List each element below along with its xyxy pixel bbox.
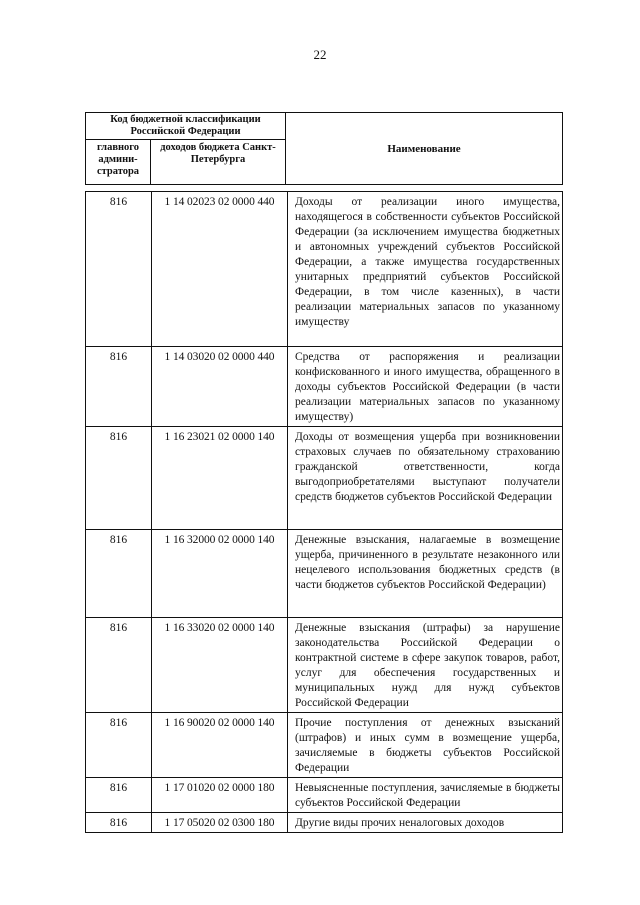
name-cell-text: Невыясненные поступления, зачисляемые в бюджеты субъектов Российской Федерации: [295, 782, 560, 809]
table-row: [86, 813, 563, 833]
name-cell: [288, 778, 563, 813]
admin-code-cell-text: 816: [109, 622, 128, 634]
admin-code-cell-text: 816: [109, 817, 128, 829]
income-code-cell-text: 1 14 02023 02 0000 440: [164, 196, 275, 208]
income-code-cell-text: 1 16 32000 02 0000 140: [164, 534, 275, 546]
table-body: [86, 192, 563, 833]
name-cell-text: Денежные взыскания (штрафы) за нарушение законодательства Российской Федерации о контрактной системе в сфере закупок товаров, работ, услуг для обеспечения государственных и муниципальных нужд для нужд субъектов Российской Федерации: [295, 622, 560, 709]
income-code-cell: [152, 347, 288, 427]
name-cell: [288, 813, 563, 833]
name-cell-text: Доходы от реализации иного имущества, находящегося в собственности субъектов Российской Федерации (за исключением имущества бюджетных и автономных учреждений субъектов Российской Федерации, а также имущества государственных унитарных предприятий субъектов Российской Федерации, в том числе казенных), в части реализации материальных запасов по указанному имуществу: [295, 196, 560, 328]
income-code-cell: [152, 713, 288, 778]
admin-code-cell-text: 816: [109, 717, 128, 729]
name-cell: [288, 192, 563, 347]
admin-code-cell: [86, 530, 152, 618]
admin-code-cell: [86, 778, 152, 813]
name-cell: [288, 713, 563, 778]
admin-code-cell: [86, 427, 152, 530]
table-row: [86, 530, 563, 618]
income-code-cell-text: 1 17 01020 02 0000 180: [164, 782, 275, 794]
admin-code-cell-text: 816: [109, 351, 128, 363]
income-code-cell: [152, 813, 288, 833]
table-header: [85, 112, 563, 185]
admin-code-cell: [86, 813, 152, 833]
admin-code-cell: [86, 192, 152, 347]
budget-code-table: [85, 191, 563, 833]
table-row: [86, 778, 563, 813]
name-cell: [288, 618, 563, 713]
name-cell: [288, 427, 563, 530]
header-admin-column: главного админи-стратора: [86, 140, 151, 185]
header-group-title: Код бюджетной классификации Российской Федерации: [86, 113, 286, 140]
name-cell-text: Средства от распоряжения и реализации конфискованного и иного имущества, обращенного в доходы субъектов Российской Федерации (в части реализации материальных запасов по указанному имуществу): [295, 351, 560, 423]
table-row: [86, 618, 563, 713]
name-cell-text: Прочие поступления от денежных взысканий (штрафов) и иных сумм в возмещение ущерба, зачисляемые в бюджеты субъектов Российской Федерации: [295, 717, 560, 774]
name-cell-text: Доходы от возмещения ущерба при возникновении страховых случаев по обязательному страхованию гражданской ответственности, когда выгодоприобретателями выступают получатели средств бюджетов субъектов Российской Федерации: [295, 431, 560, 503]
page-number: 22: [313, 47, 327, 62]
income-code-cell: [152, 530, 288, 618]
income-code-cell: [152, 427, 288, 530]
admin-code-cell-text: 816: [109, 196, 128, 208]
name-cell-text: Денежные взыскания, налагаемые в возмещение ущерба, причиненного в результате незаконного или нецелевого использования бюджетных средств (в части бюджетов субъектов Российской Федерации): [295, 534, 560, 591]
income-code-cell-text: 1 14 03020 02 0000 440: [164, 351, 275, 363]
admin-code-cell: [86, 713, 152, 778]
header-income-column: доходов бюджета Санкт-Петербурга: [151, 140, 286, 185]
table-row: [86, 713, 563, 778]
header-name-column: Наименование: [286, 113, 563, 185]
name-cell: [288, 530, 563, 618]
admin-code-cell-text: 816: [109, 534, 128, 546]
table-row: [86, 192, 563, 347]
income-code-cell-text: 1 16 33020 02 0000 140: [164, 622, 275, 634]
admin-code-cell-text: 816: [109, 431, 128, 443]
table-row: [86, 427, 563, 530]
income-code-cell: [152, 192, 288, 347]
table-row: [86, 347, 563, 427]
income-code-cell-text: 1 16 90020 02 0000 140: [164, 717, 275, 729]
admin-code-cell-text: 816: [109, 782, 128, 794]
income-code-cell: [152, 618, 288, 713]
name-cell-text: Другие виды прочих неналоговых доходов: [295, 817, 505, 829]
admin-code-cell: [86, 347, 152, 427]
name-cell: [288, 347, 563, 427]
income-code-cell: [152, 778, 288, 813]
income-code-cell-text: 1 17 05020 02 0300 180: [164, 817, 275, 829]
income-code-cell-text: 1 16 23021 02 0000 140: [164, 431, 275, 443]
admin-code-cell: [86, 618, 152, 713]
